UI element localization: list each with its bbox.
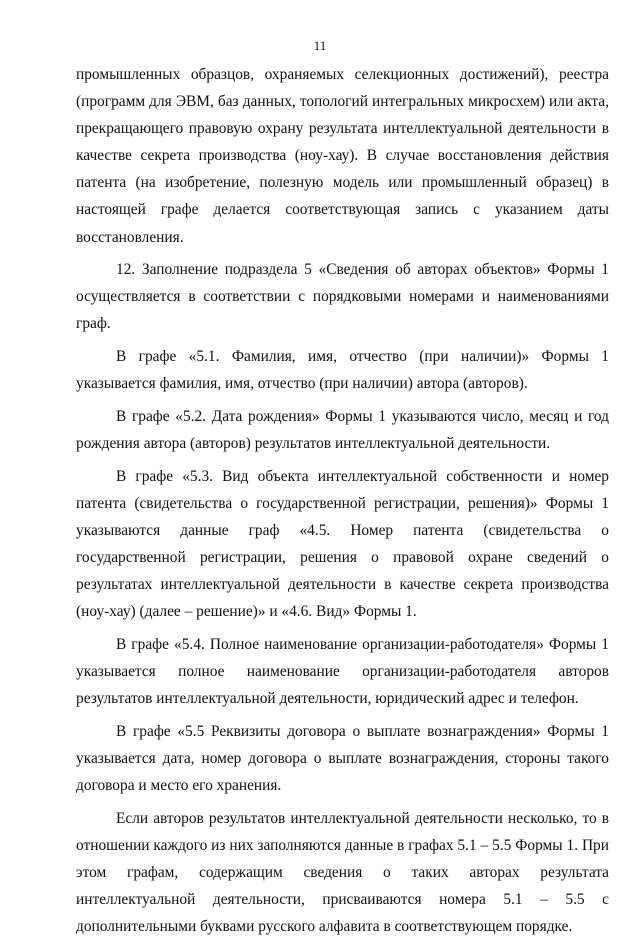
paragraph-field-5-4: В графе «5.4. Полное наименование организации-работодателя» Формы 1 указывается полное наименование организации-работодателя авторов результатов интеллектуальной деятельности, юридический адрес и телефон. <box>76 635 609 708</box>
paragraph-field-5-3: В графе «5.3. Вид объекта интеллектуальной собственности и номер патента (свидетельства о государственной регистрации, решения)» Формы 1 указываются данные граф «4.5. Номер патента (свидетельства о государственной регистрации, решения о правовой охране сведений о результатах интеллектуальной деятельности в качестве секрета производства (ноу-хау) (далее – решение)» и «4.6. Вид» Формы 1. <box>76 467 609 621</box>
paragraph-continuation: промышленных образцов, охраняемых селекционных достижений), реестра (программ для ЭВМ, баз данных, топологий интегральных микросхем) или акта, прекращающего правовую охрану результата интеллектуальной деятельности в качестве секрета производства (ноу-хау). В случае восстановления действия патента (на изобретение, полезную модель или промышленный образец) в настоящей графе делается соответствующая запись с указанием даты восстановления. <box>76 66 609 246</box>
page-number: 11 <box>313 38 327 53</box>
paragraph-field-5-5: В графе «5.5 Реквизиты договора о выплате вознаграждения» Формы 1 указывается дата, номер договора о выплате вознаграждения, стороны такого договора и место его хранения. <box>76 722 609 794</box>
document-body <box>76 61 609 946</box>
paragraph-field-5-1: В графе «5.1. Фамилия, имя, отчество (при наличии)» Формы 1 указывается фамилия, имя, отчество (при наличии) автора (авторов). <box>76 348 609 393</box>
paragraph-item-12: 12. Заполнение подраздела 5 «Сведения об авторах объектов» Формы 1 осуществляется в соответствии с порядковыми номерами и наименованиями граф. <box>76 261 609 333</box>
paragraph-field-5-2: В графе «5.2. Дата рождения» Формы 1 указываются число, месяц и год рождения автора (авторов) результатов интеллектуальной деятельности. <box>76 407 609 452</box>
paragraph-multiple-authors: Если авторов результатов интеллектуальной деятельности несколько, то в отношении каждого из них заполняются данные в графах 5.1 – 5.5 Формы 1. При этом графам, содержащим сведения о таких авторах результата интеллектуальной деятельности, присваиваются номера 5.1 – 5.5 с дополнительными буквами русского алфавита в соответствующем порядке. <box>76 809 609 935</box>
